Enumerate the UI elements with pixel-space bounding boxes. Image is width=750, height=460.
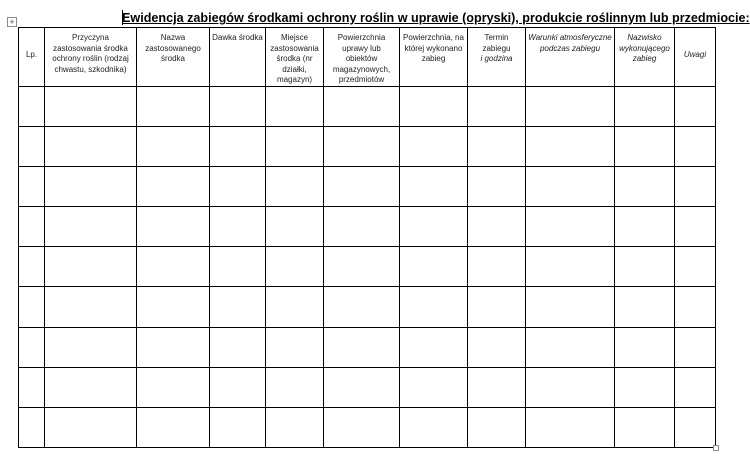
table-cell[interactable] bbox=[19, 247, 45, 287]
header-location[interactable] bbox=[266, 28, 324, 87]
header-location-label: Miejsce zastosowania środka (nr działki, magazyn) bbox=[270, 33, 319, 84]
table-cell[interactable] bbox=[266, 367, 324, 407]
table-cell[interactable] bbox=[675, 367, 716, 407]
table-cell[interactable] bbox=[675, 207, 716, 247]
table-cell[interactable] bbox=[19, 367, 45, 407]
table-row bbox=[19, 126, 716, 166]
table-cell[interactable] bbox=[400, 367, 468, 407]
table-cell[interactable] bbox=[45, 86, 137, 126]
table-cell[interactable] bbox=[400, 166, 468, 206]
table-row bbox=[19, 408, 716, 448]
table-cell[interactable] bbox=[526, 287, 615, 327]
table-row bbox=[19, 247, 716, 287]
table-cell[interactable] bbox=[210, 327, 266, 367]
table-cell[interactable] bbox=[468, 247, 526, 287]
table-cell[interactable] bbox=[468, 327, 526, 367]
table-cell[interactable] bbox=[19, 327, 45, 367]
table-cell[interactable] bbox=[615, 367, 675, 407]
table-cell[interactable] bbox=[210, 408, 266, 448]
table-cell[interactable] bbox=[324, 126, 400, 166]
table-cell[interactable] bbox=[137, 166, 210, 206]
table-row bbox=[19, 86, 716, 126]
table-cell[interactable] bbox=[615, 247, 675, 287]
table-cell[interactable] bbox=[210, 287, 266, 327]
table-cell[interactable] bbox=[324, 287, 400, 327]
treatment-record-table bbox=[18, 27, 716, 448]
header-weather[interactable] bbox=[526, 28, 615, 87]
table-resize-handle-icon[interactable] bbox=[713, 445, 719, 451]
table-cell[interactable] bbox=[400, 126, 468, 166]
header-dose-label: Dawka środka bbox=[212, 33, 263, 42]
table-cell[interactable] bbox=[45, 247, 137, 287]
table-cell[interactable] bbox=[526, 126, 615, 166]
table-cell[interactable] bbox=[468, 126, 526, 166]
table-cell[interactable] bbox=[526, 86, 615, 126]
header-cause-label: Przyczyna zastosowania środka ochrony roślin (rodzaj chwastu, szkodnika) bbox=[52, 33, 129, 74]
table-cell[interactable] bbox=[137, 327, 210, 367]
table-cell[interactable] bbox=[137, 287, 210, 327]
header-cause[interactable] bbox=[45, 28, 137, 87]
table-cell[interactable] bbox=[45, 367, 137, 407]
table-cell[interactable] bbox=[45, 408, 137, 448]
header-time-label: i godzina bbox=[480, 54, 513, 63]
header-lp-label: Lp. bbox=[25, 50, 38, 59]
table-body bbox=[19, 86, 716, 448]
table-cell[interactable] bbox=[468, 408, 526, 448]
table-cell[interactable] bbox=[675, 166, 716, 206]
table-cell[interactable] bbox=[210, 86, 266, 126]
table-cell[interactable] bbox=[675, 126, 716, 166]
table-cell[interactable] bbox=[19, 287, 45, 327]
document-title[interactable]: Ewidencja zabiegów środkami ochrony roślin w uprawie (opryski), produkcie roślinnym lub przedmiocie: bbox=[122, 11, 750, 25]
header-date-time[interactable] bbox=[468, 28, 526, 87]
table-row bbox=[19, 166, 716, 206]
header-product-name[interactable] bbox=[137, 28, 210, 87]
table-cell[interactable] bbox=[45, 126, 137, 166]
table-cell[interactable] bbox=[526, 207, 615, 247]
table-cell[interactable] bbox=[526, 408, 615, 448]
table-row bbox=[19, 327, 716, 367]
table-move-handle-icon[interactable]: + bbox=[7, 17, 17, 27]
table-cell[interactable] bbox=[400, 408, 468, 448]
table-cell[interactable] bbox=[45, 166, 137, 206]
table-cell[interactable] bbox=[675, 327, 716, 367]
table-cell[interactable] bbox=[137, 247, 210, 287]
table-cell[interactable] bbox=[675, 287, 716, 327]
table-cell[interactable] bbox=[210, 166, 266, 206]
table-cell[interactable] bbox=[266, 86, 324, 126]
table-cell[interactable] bbox=[137, 207, 210, 247]
table-cell[interactable] bbox=[266, 126, 324, 166]
header-weather-label: Warunki atmosferyczne podczas zabiegu bbox=[528, 33, 612, 53]
table-cell[interactable] bbox=[324, 247, 400, 287]
table-cell[interactable] bbox=[137, 367, 210, 407]
table-cell[interactable] bbox=[400, 247, 468, 287]
table-cell[interactable] bbox=[324, 408, 400, 448]
header-crop-area[interactable] bbox=[324, 28, 400, 87]
table-cell[interactable] bbox=[675, 408, 716, 448]
table-cell[interactable] bbox=[324, 367, 400, 407]
table-cell[interactable] bbox=[400, 287, 468, 327]
table-cell[interactable] bbox=[266, 247, 324, 287]
table-cell[interactable] bbox=[19, 408, 45, 448]
table-cell[interactable] bbox=[400, 327, 468, 367]
table-cell[interactable] bbox=[468, 207, 526, 247]
header-notes-label: Uwagi bbox=[683, 50, 707, 59]
table-cell[interactable] bbox=[615, 327, 675, 367]
table-cell[interactable] bbox=[526, 166, 615, 206]
table-cell[interactable] bbox=[468, 367, 526, 407]
table-cell[interactable] bbox=[45, 207, 137, 247]
table-cell[interactable] bbox=[468, 166, 526, 206]
header-treated-area-label: Powierzchnia, na której wykonano zabieg bbox=[403, 33, 464, 63]
table-cell[interactable] bbox=[615, 166, 675, 206]
table-cell[interactable] bbox=[210, 247, 266, 287]
table-cell[interactable] bbox=[675, 86, 716, 126]
table-cell[interactable] bbox=[266, 166, 324, 206]
header-date-label: Termin zabiegu bbox=[482, 33, 511, 53]
table-cell[interactable] bbox=[210, 207, 266, 247]
table-cell[interactable] bbox=[266, 408, 324, 448]
table-cell[interactable] bbox=[324, 207, 400, 247]
header-dose[interactable] bbox=[210, 28, 266, 87]
header-product-name-label: Nazwa zastosowanego środka bbox=[145, 33, 201, 63]
table-cell[interactable] bbox=[19, 86, 45, 126]
table-cell[interactable] bbox=[526, 327, 615, 367]
table-cell[interactable] bbox=[400, 86, 468, 126]
table-cell[interactable] bbox=[615, 207, 675, 247]
table-cell[interactable] bbox=[526, 247, 615, 287]
table-cell[interactable] bbox=[266, 327, 324, 367]
table-cell[interactable] bbox=[45, 287, 137, 327]
header-crop-area-label: Powierzchnia uprawy lub obiektów magazynowych, przedmiotów bbox=[332, 33, 391, 84]
table-cell[interactable] bbox=[615, 408, 675, 448]
table-cell[interactable] bbox=[615, 287, 675, 327]
table-cell[interactable] bbox=[468, 86, 526, 126]
table-cell[interactable] bbox=[266, 287, 324, 327]
header-treated-area[interactable] bbox=[400, 28, 468, 87]
table-cell[interactable] bbox=[615, 126, 675, 166]
table-cell[interactable] bbox=[675, 247, 716, 287]
table-cell[interactable] bbox=[137, 126, 210, 166]
header-notes[interactable] bbox=[675, 28, 716, 87]
table-cell[interactable] bbox=[137, 408, 210, 448]
table-row bbox=[19, 367, 716, 407]
table-row bbox=[19, 287, 716, 327]
header-operator[interactable] bbox=[615, 28, 675, 87]
table-cell[interactable] bbox=[324, 86, 400, 126]
table-cell[interactable] bbox=[468, 287, 526, 327]
table-cell[interactable] bbox=[19, 126, 45, 166]
table-cell[interactable] bbox=[19, 166, 45, 206]
table-cell[interactable] bbox=[324, 166, 400, 206]
header-lp[interactable] bbox=[19, 28, 45, 87]
table-cell[interactable] bbox=[137, 86, 210, 126]
table-row bbox=[19, 207, 716, 247]
table-cell[interactable] bbox=[615, 86, 675, 126]
table-cell[interactable] bbox=[526, 367, 615, 407]
table-cell[interactable] bbox=[19, 207, 45, 247]
header-operator-label: Nazwisko wykonującego zabieg bbox=[619, 33, 670, 63]
table-cell[interactable] bbox=[210, 126, 266, 166]
table-cell[interactable] bbox=[45, 327, 137, 367]
table-cell[interactable] bbox=[266, 207, 324, 247]
table-cell[interactable] bbox=[400, 207, 468, 247]
table-cell[interactable] bbox=[210, 367, 266, 407]
table-header-row bbox=[19, 28, 716, 87]
table-cell[interactable] bbox=[324, 327, 400, 367]
